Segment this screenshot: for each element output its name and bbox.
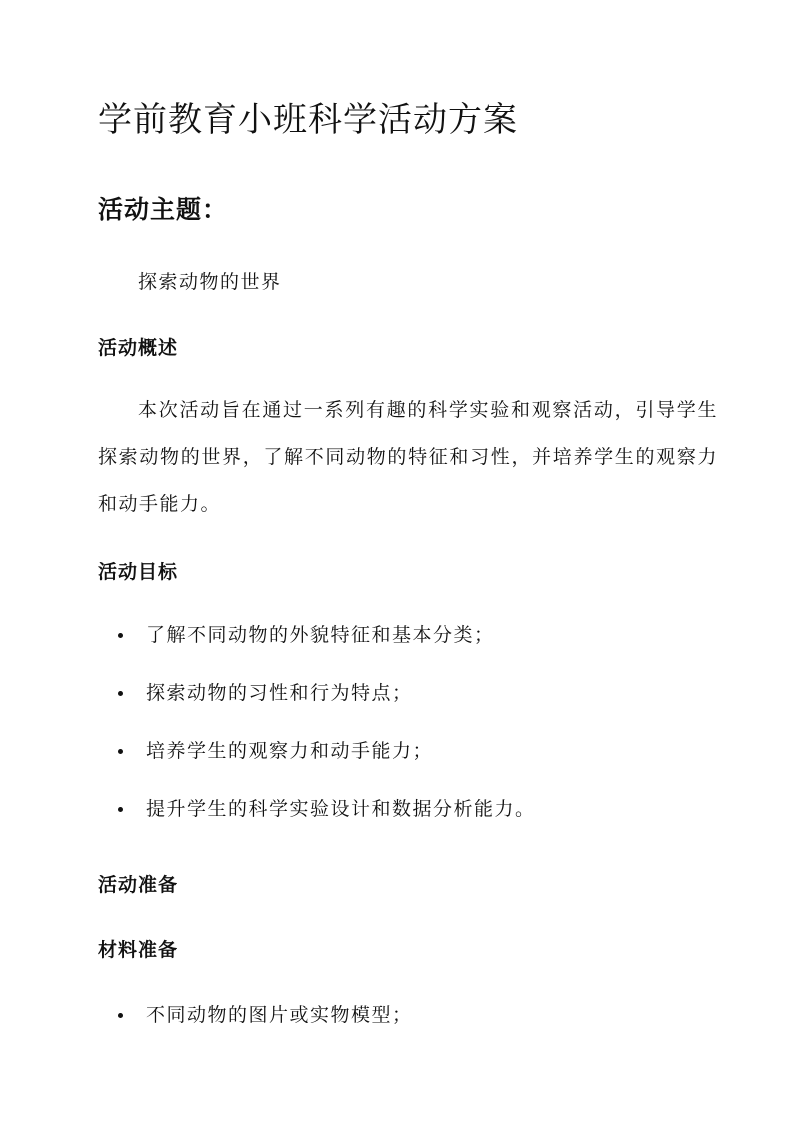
bullet-icon <box>118 807 123 812</box>
goal-text: 提升学生的科学实验设计和数据分析能力。 <box>146 798 536 820</box>
bullet-icon <box>118 633 123 638</box>
list-item <box>98 794 738 852</box>
list-item <box>98 620 738 678</box>
goal-text: 探索动物的习性和行为特点； <box>146 682 413 704</box>
theme-heading: 活动主题： <box>98 195 229 224</box>
material-text: 不同动物的图片或实物模型； <box>146 1004 413 1026</box>
goal-text: 了解不同动物的外貌特征和基本分类； <box>146 624 495 646</box>
goal-text: 培养学生的观察力和动手能力； <box>146 740 434 762</box>
list-item <box>98 736 738 794</box>
overview-paragraph: 本次活动旨在通过一系列有趣的科学实验和观察活动，引导学生探索动物的世界，了解不同动物的特征和习性，并培养学生的观察力和动手能力。 <box>98 399 718 515</box>
bullet-icon <box>118 749 123 754</box>
goals-list <box>98 620 738 852</box>
bullet-icon <box>118 691 123 696</box>
list-item <box>98 678 738 736</box>
document-title: 学前教育小班科学活动方案 <box>98 100 518 140</box>
materials-list <box>98 1000 738 1058</box>
theme-text: 探索动物的世界 <box>138 271 282 293</box>
overview-heading: 活动概述 <box>98 337 179 359</box>
list-item <box>98 1000 738 1058</box>
bullet-icon <box>118 1013 123 1018</box>
preparation-heading: 活动准备 <box>98 874 179 896</box>
goals-heading: 活动目标 <box>98 561 179 583</box>
materials-heading: 材料准备 <box>98 939 179 961</box>
